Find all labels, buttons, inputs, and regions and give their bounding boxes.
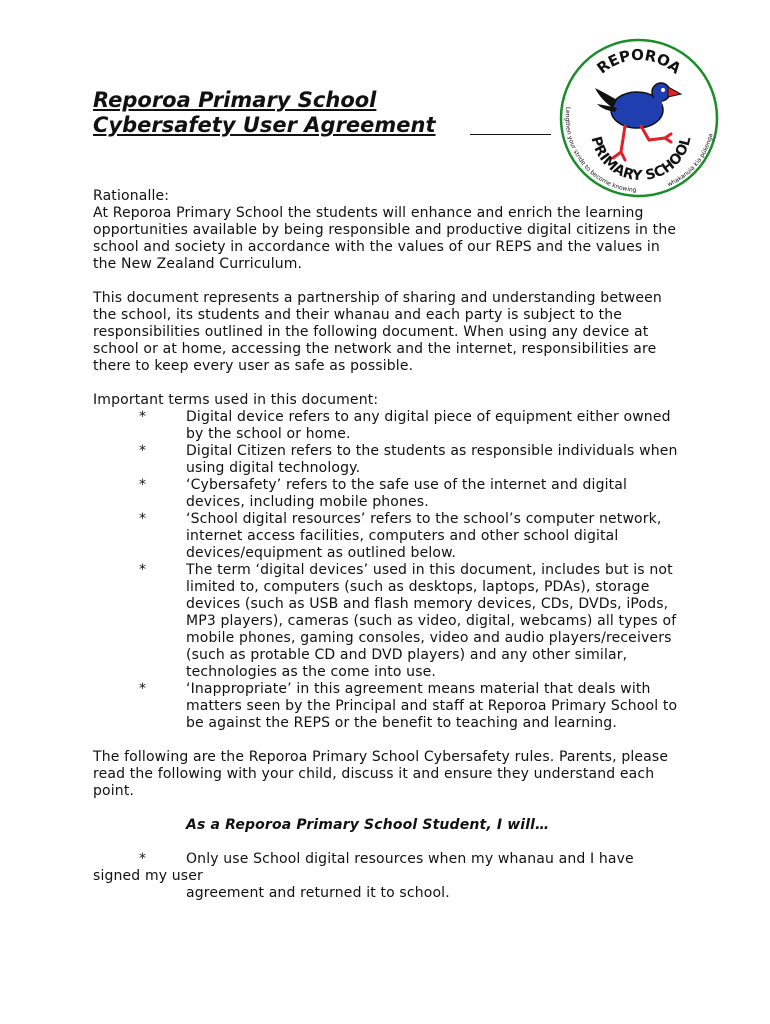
rationale-text: At Reporoa Primary School the students will enhance and enrich the learning opportunities available by being responsible and productive digital citizens in the school and society in accordance with the values of our REPS and the values in the New Zealand Curriculum.: [93, 205, 677, 272]
logo-motto-left: Lengthen your stride to become knowing: [563, 106, 637, 194]
term-item: [93, 477, 683, 511]
term-item: [93, 443, 683, 477]
logo-top-text: REPOROA: [593, 45, 685, 78]
bullet-marker: *: [139, 409, 147, 425]
document-body: [93, 188, 683, 902]
rationale-label: Rationalle:: [93, 188, 170, 204]
term-item: [93, 562, 683, 681]
bullet-marker: *: [139, 562, 147, 578]
bullet-marker: *: [139, 681, 147, 697]
term-text: The term ‘digital devices’ used in this document, includes but is not limited to, computers (such as desktops, laptops, PDAs), storage devices (such as USB and flash memory devices, CDs, DVDs, iPods, MP3 players), cameras (such as video, digital, webcams) all types of mobile phones, gaming consoles, video and audio players/receivers (such as protable CD and DVD players) and any other similar, technologies as the come into use.: [186, 562, 677, 680]
document-title: [93, 88, 436, 138]
term-item: [93, 511, 683, 562]
rule-text-line-3: agreement and returned it to school.: [186, 885, 450, 901]
term-text: ‘School digital resources’ refers to the school’s computer network, internet access facilities, computers and other school digital devices/equipment as outlined below.: [186, 511, 662, 561]
term-item: [93, 409, 683, 443]
bullet-marker: *: [139, 443, 147, 459]
bullet-marker: *: [139, 511, 147, 527]
student-heading: As a Reporoa Primary School Student, I will…: [186, 817, 550, 833]
bullet-marker: *: [139, 477, 147, 493]
term-text: ‘Inappropriate’ in this agreement means material that deals with matters seen by the Principal and staff at Reporoa Primary School to be against the REPS or the benefit to teaching and learning.: [186, 681, 678, 731]
rule-item: [93, 851, 683, 902]
term-item: [93, 681, 683, 732]
rule-text-line-1: Only use School digital resources when my whanau and I have: [186, 851, 634, 867]
rules-intro: The following are the Reporoa Primary School Cybersafety rules. Parents, please read the following with your child, discuss it and ensure they understand each point.: [93, 749, 669, 799]
term-text: ‘Cybersafety’ refers to the safe use of the internet and digital devices, including mobile phones.: [186, 477, 628, 510]
partnership-text: This document represents a partnership of sharing and understanding between the school, its students and their whanau and each party is subject to the responsibilities outlined in the following document. When using any device at school or at home, accessing the network and the internet, responsibilities are there to keep every user as safe as possible.: [93, 290, 662, 374]
term-text: Digital Citizen refers to the students as responsible individuals when using digital technology.: [186, 443, 678, 476]
terms-label: Important terms used in this document:: [93, 392, 379, 408]
rule-text-line-2: signed my user: [93, 868, 203, 884]
logo-motto-right: whakanuia kia pūkenga: [666, 132, 715, 189]
logo-bottom-text: PRIMARY SCHOOL: [587, 134, 695, 185]
title-line-1: Reporoa Primary School: [93, 88, 377, 112]
school-logo: [555, 34, 723, 202]
title-underline-rule: [470, 134, 551, 135]
bullet-marker: *: [139, 851, 147, 867]
term-text: Digital device refers to any digital piece of equipment either owned by the school or home.: [186, 409, 671, 442]
title-line-2: Cybersafety User Agreement: [93, 113, 436, 137]
